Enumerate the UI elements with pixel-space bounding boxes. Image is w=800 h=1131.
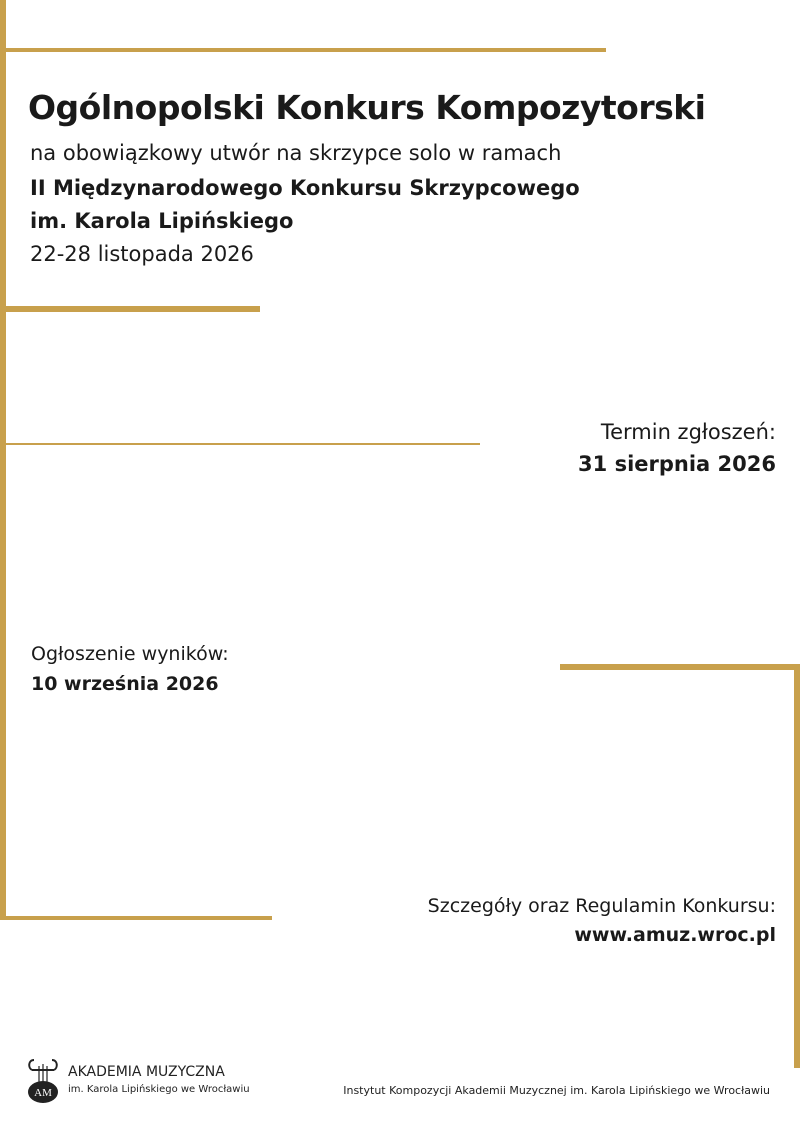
gold-line-right-vertical (794, 664, 800, 1068)
subtitle-line-1: na obowiązkowy utwór na skrzypce solo w ramach (30, 141, 562, 165)
page-title: Ogólnopolski Konkurs Kompozytorski (28, 88, 706, 127)
svg-text:AM: AM (34, 1087, 52, 1099)
gold-line-middle (0, 443, 480, 445)
gold-line-left-upper (0, 0, 6, 312)
deadline-label: Termin zgłoszeń: (600, 420, 776, 444)
lyre-icon (26, 1056, 60, 1106)
subtitle-line-2: II Międzynarodowego Konkursu Skrzypcowego (30, 176, 580, 200)
results-date: 10 września 2026 (31, 673, 219, 695)
results-label: Ogłoszenie wyników: (31, 643, 229, 665)
subtitle-line-3: im. Karola Lipińskiego (30, 209, 294, 233)
gold-line-top (0, 48, 606, 52)
deadline-date: 31 sierpnia 2026 (578, 452, 776, 476)
footer-institute: Instytut Kompozycji Akademii Muzycznej im. Karola Lipińskiego we Wrocławiu (343, 1084, 770, 1097)
details-url[interactable]: www.amuz.wroc.pl (574, 924, 776, 946)
details-label: Szczegóły oraz Regulamin Konkursu: (427, 895, 776, 917)
gold-line-bottom-left (0, 916, 272, 920)
gold-line-right-horizontal (560, 664, 800, 670)
gold-line-left-lower (0, 312, 6, 920)
event-dates: 22-28 listopada 2026 (30, 242, 254, 266)
gold-line-under-header (0, 306, 260, 312)
logo-name: AKADEMIA MUZYCZNA (68, 1064, 225, 1080)
logo-subtitle: im. Karola Lipińskiego we Wrocławiu (68, 1084, 250, 1095)
